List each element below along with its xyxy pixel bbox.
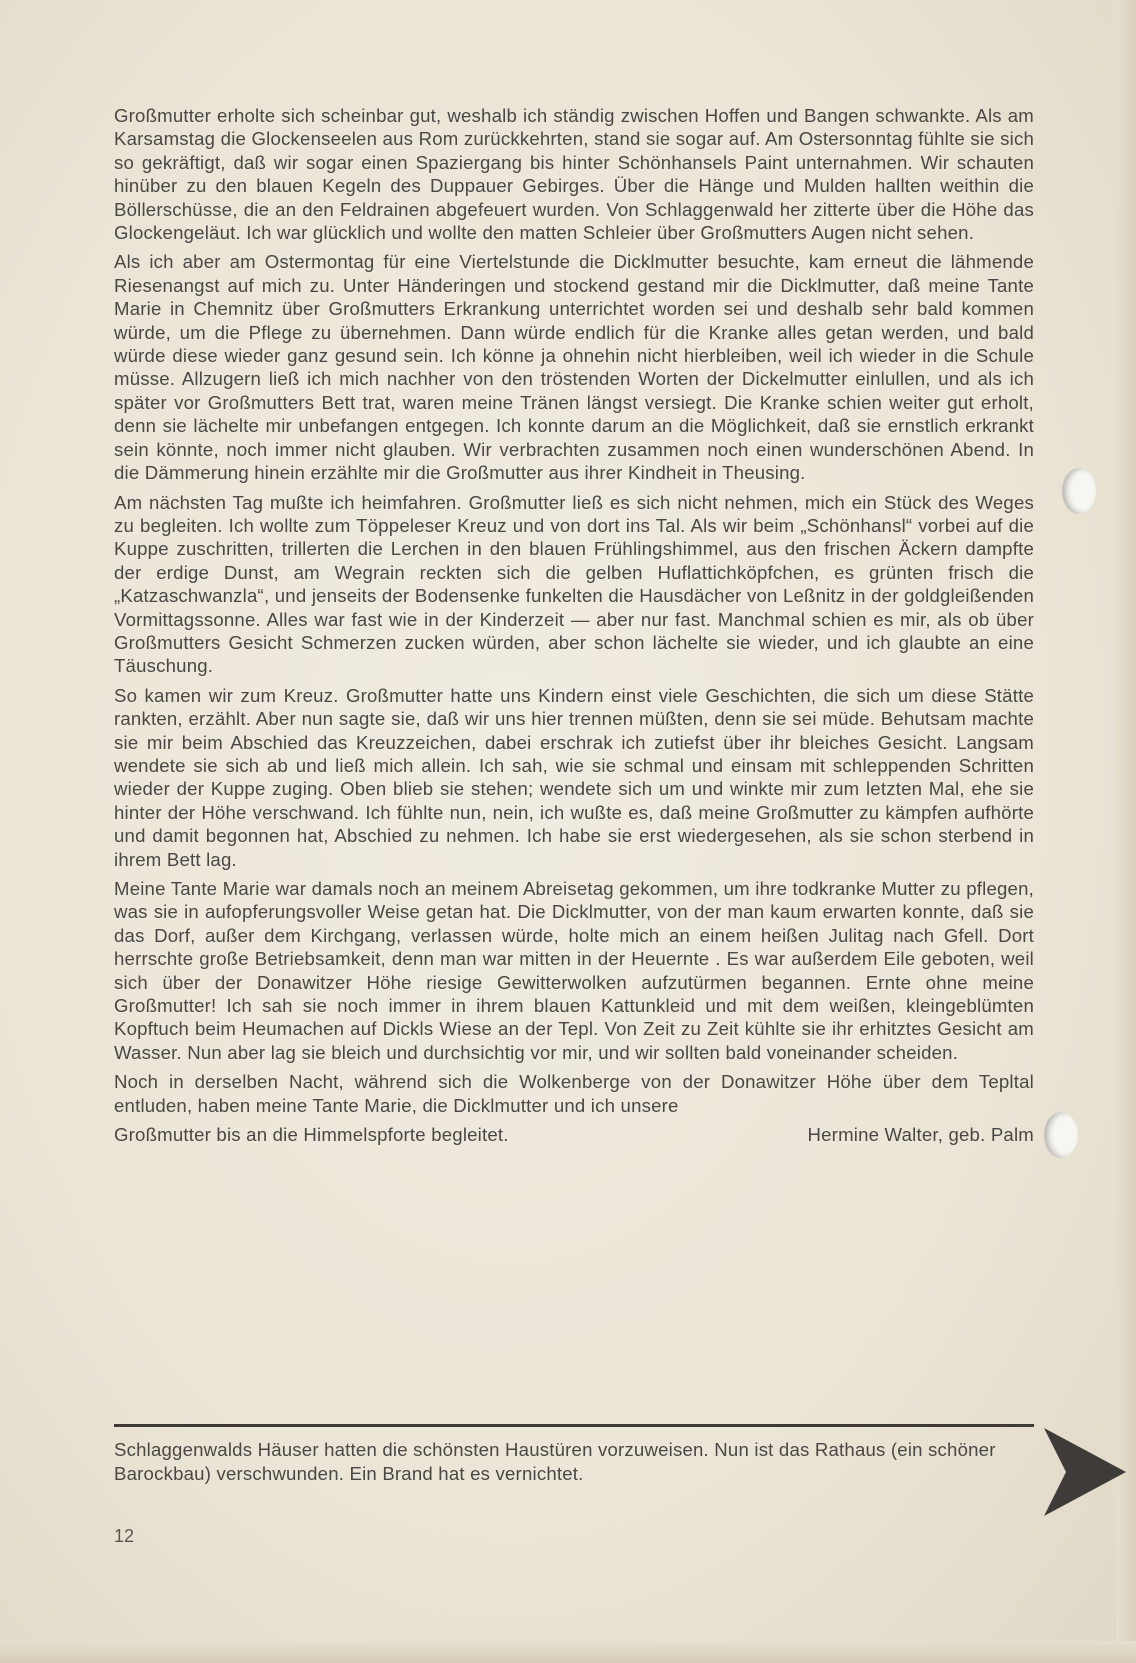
paragraph-5: Meine Tante Marie war damals noch an meinem Abreisetag gekommen, um ihre todkranke Mutter zu pflegen, was sie in aufopferungsvoller Weise getan hat. Die Dicklmutter, von der man kaum erwarten konnte, daß sie das Dorf, außer dem Kirchgang, verlassen würde, holte mich an einem heißen Julitag nach Gfell. Dort herrschte große Betriebsamkeit, denn man war mitten in der Heuernte . Es war außerdem Eile geboten, weil sich über der Donawitzer Höhe riesige Gewitterwolken aufzutürmen begannen. Ernte ohne meine Großmutter! Ich sah sie noch immer in ihrem blauen Kattunkleid und mit dem weißen, kleingeblümten Kopftuch beim Heumachen auf Dickls Wiese an der Tepl. Von Zeit zu Zeit kühlte sie ihr erhitztes Gesicht am Wasser. Nun aber lag sie bleich und durchsichtig vor mir, und wir sollten bald voneinander scheiden. <box>114 878 1034 1063</box>
paragraph-3: Am nächsten Tag mußte ich heimfahren. Großmutter ließ es sich nicht nehmen, mich ein Stück des Weges zu begleiten. Ich wollte zum Töppeleser Kreuz und von dort ins Tal. Als wir beim „Schönhansl“ vorbei auf die Kuppe zuschritten, trillerten die Lerchen in den blauen Frühlingshimmel, aus den frischen Äckern dampfte der erdige Dunst, am Wegrain reckten sich die gelben Huflattichköpfchen, es grünten frisch die „Katzaschwanzla“, und jenseits der Bodensenke funkelten die Hausdächer von Leßnitz in der goldgleißenden Vormittagssonne. Alles war fast wie in der Kinderzeit — aber nur fast. Manchmal schien es mir, als ob über Großmutters Gesicht Schmerzen zucken würden, aber schon lächelte sie wieder, und ich glaubte an eine Täuschung. <box>114 491 1034 677</box>
paragraph-2: Als ich aber am Ostermontag für eine Viertelstunde die Dicklmutter besuchte, kam erneut die lähmende Riesenangst auf mich zu. Unter Händeringen und stockend gestand mir die Dicklmutter, daß meine Tante Marie in Chemnitz über Großmutters Erkrankung unterrichtet worden sei und deshalb sehr bald kommen würde, um die Pflege zu übernehmen. Dann würde endlich für die Kranke alles getan werden, und bald würde diese wieder ganz gesund sein. Ich könne ja ohnehin nicht hierbleiben, weil ich wieder in die Schule müsse. Allzugern ließ ich mich nachher von den tröstenden Worten der Dickelmutter einlullen, und als ich später vor Großmutters Bett trat, waren meine Tränen längst versiegt. Die Kranke schien weiter gut erholt, denn sie lächelte mir unbefangen entgegen. Ich konnte darum an die Möglichkeit, daß sie ernstlich erkrankt sein könnte, noch immer nicht glauben. Wir verbrachten zusammen noch einen wunderschönen Abend. In die Dämmerung hinein erzählte mir die Großmutter aus ihrer Kindheit in Theusing. <box>114 251 1034 484</box>
closing-line <box>114 1113 1034 1146</box>
author-signature: Hermine Walter, geb. Palm <box>807 1124 1034 1146</box>
page-number: 12 <box>114 1526 135 1546</box>
section-divider <box>114 1424 1034 1427</box>
page-edge-right <box>1116 0 1136 1663</box>
paragraph-1: Großmutter erholte sich scheinbar gut, weshalb ich ständig zwischen Hoffen und Bangen schwankte. Als am Karsamstag die Glockenseelen aus Rom zurückkehrten, stand sie sogar auf. Am Ostersonntag fühlte sie sich so gekräftigt, daß wir sogar einen Spaziergang bis hinter Schönhansels Paint unternahmen. Wir schauten hinüber zu den blauen Kegeln des Duppauer Gebirges. Über die Hänge und Mulden hallten weithin die Böllerschüsse, die an den Feldrainen abgefeuert wurden. Von Schlaggenwald her zitterte über die Höhe das Glockengeläut. Ich war glücklich und wollte den matten Schleier über Großmutters Augen nicht sehen. <box>114 105 1034 244</box>
article-body <box>114 104 1034 1146</box>
punch-hole-upper <box>1062 468 1096 514</box>
paragraph-6-end: Großmutter bis an die Himmelspforte begleitet. <box>114 1124 509 1146</box>
paragraph-6: Noch in derselben Nacht, während sich die Wolkenberge von der Donawitzer Höhe über dem Tepltal entluden, haben meine Tante Marie, die Dicklmutter und ich unsere <box>114 1071 1034 1116</box>
punch-hole-lower <box>1044 1112 1078 1158</box>
arrow-right-icon <box>1040 1426 1130 1518</box>
photo-caption: Schlaggenwalds Häuser hatten die schönsten Haustüren vorzuweisen. Nun ist das Rathaus (ein schöner Barockbau) verschwunden. Ein Brand hat es vernichtet. <box>114 1439 996 1484</box>
page-edge-bottom <box>0 1641 1136 1663</box>
paragraph-4: So kamen wir zum Kreuz. Großmutter hatte uns Kindern einst viele Geschichten, die sich um diese Stätte rankten, erzählt. Aber nun sagte sie, daß wir uns hier trennen müßten, denn sie sei müde. Behutsam machte sie mir beim Abschied das Kreuzzeichen, dabei erschrak ich zutiefst über ihr bleiches Gesicht. Langsam wendete sie sich ab und ließ mich allein. Ich sah, wie sie schmal und einsam mit schleppenden Schritten wieder der Kuppe zuging. Oben blieb sie stehen; wendete sich um und winkte mir zum letzten Mal, ehe sie hinter der Höhe verschwand. Ich fühlte nun, nein, ich wußte es, daß meine Großmutter zu kämpfen aufhörte und damit begonnen hat, Abschied zu nehmen. Ich habe sie erst wiedergesehen, als sie schon sterbend in ihrem Bett lag. <box>114 684 1034 870</box>
